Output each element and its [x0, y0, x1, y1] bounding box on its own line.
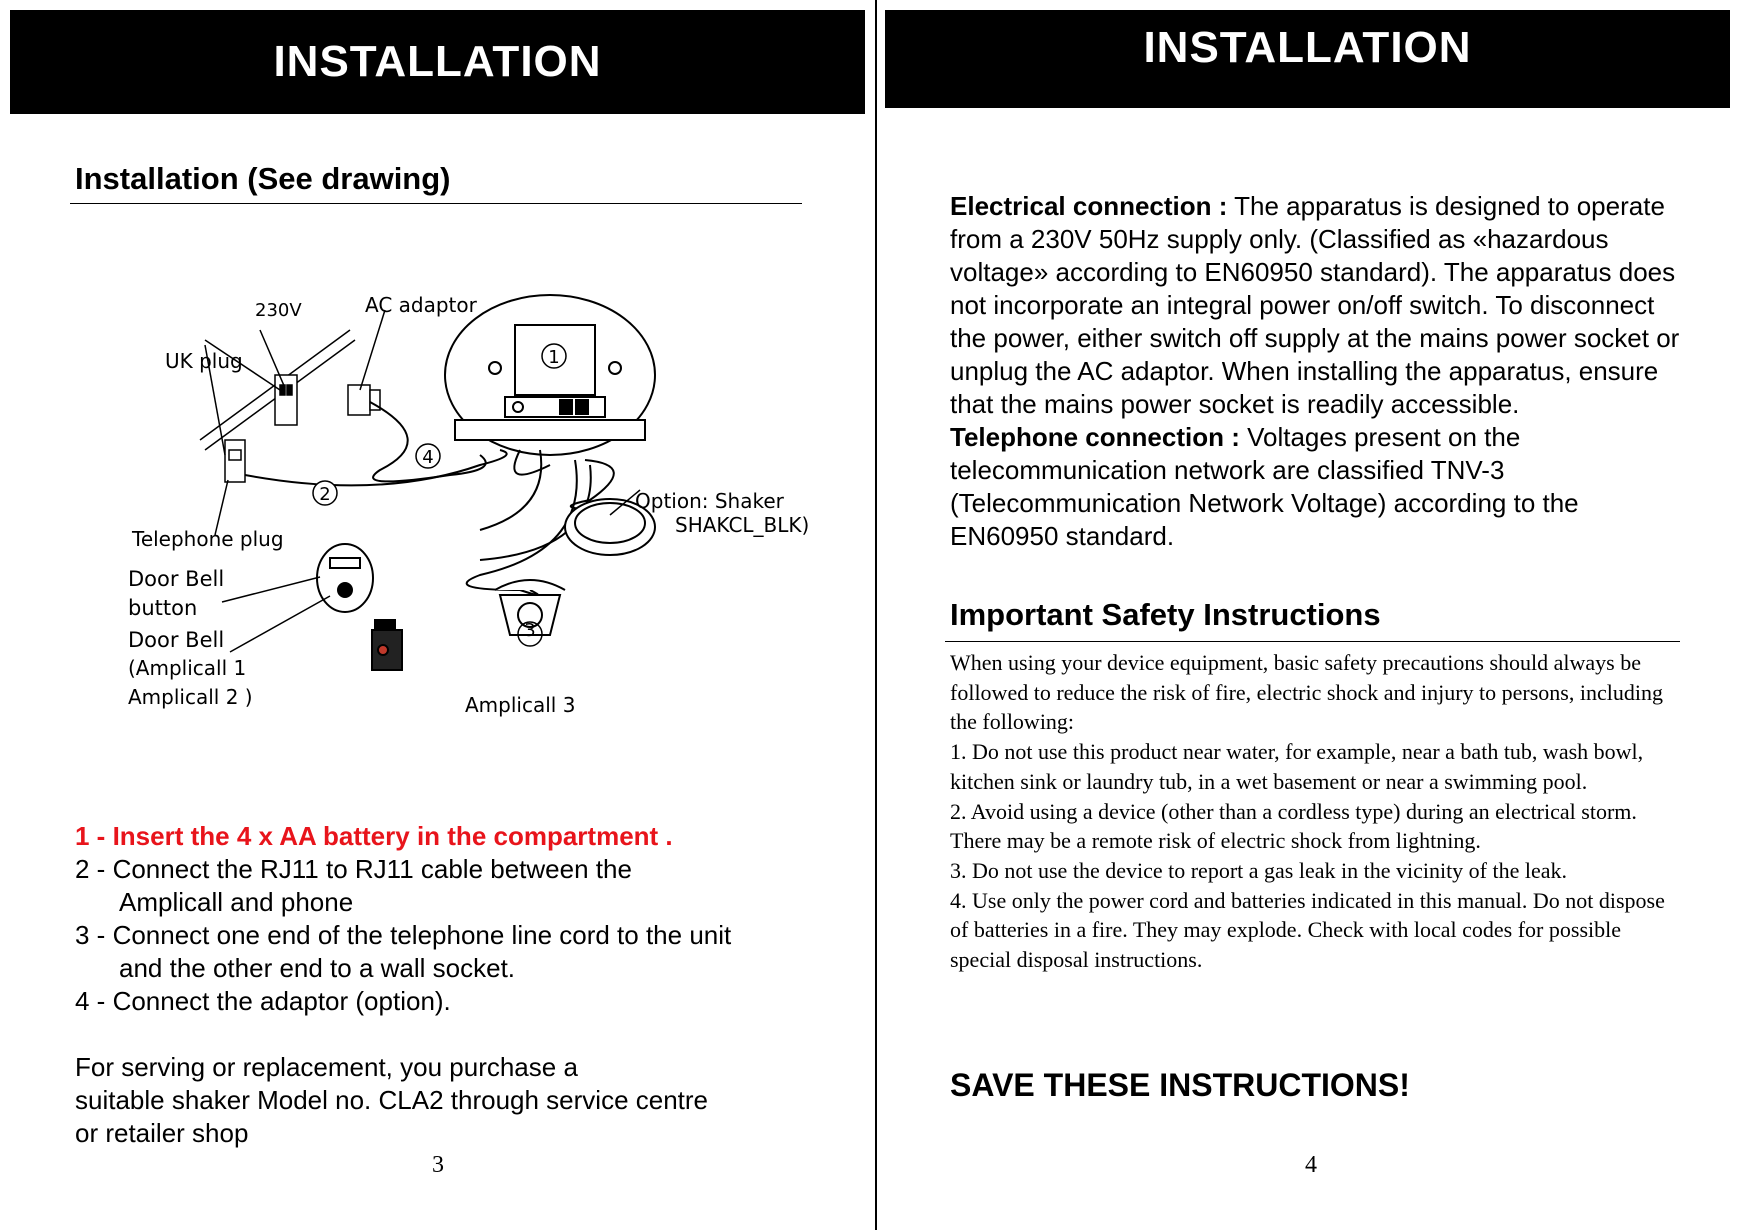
label-door-bell-button-1: Door Bell	[128, 567, 225, 591]
service-note	[75, 1051, 815, 1150]
label-uk-plug: UK plug	[165, 349, 243, 373]
label-door-bell: Door Bell	[128, 628, 225, 652]
safety-title-rule	[945, 641, 1680, 642]
label-shaker-model: SHAKCL_BLK)	[675, 513, 810, 537]
num-2: 2	[319, 484, 331, 505]
electrical-telephone-text	[950, 190, 1680, 553]
safety-item-4: 4. Use only the power cord and batteries indicated in this manual. Do not dispose of batteries in a fire. They may explode. Check with local codes for possible special disposal instructions.	[950, 887, 1665, 973]
service-line-3: or retailer shop	[75, 1118, 249, 1148]
safety-intro: When using your device equipment, basic safety precautions should always be followed to reduce the risk of fire, electric shock and injury to persons, including the following:	[950, 650, 1663, 735]
page-number-left: 3	[432, 1152, 444, 1178]
amplicall-3-drawing	[372, 620, 402, 670]
door-bell-button-drawing	[317, 544, 373, 612]
label-amplicall-1: (Amplicall 1	[128, 656, 247, 680]
safety-item-3: 3. Do not use the device to report a gas leak in the vicinity of the leak.	[950, 857, 1568, 883]
num-1: 1	[548, 347, 560, 368]
label-amplicall-2: Amplicall 2 )	[128, 685, 253, 709]
electrical-text: The apparatus is designed to operate from a 230V 50Hz supply only. (Classified as «hazardous voltage» according to EN60950 standard). The apparatus does not incorporate an integral power on/off switch. To disconnect the power, either switch off supply at the mains power socket or unplug the AC adaptor. When installing the apparatus, ensure that the mains power socket is readily accessible.	[950, 191, 1680, 419]
section-title-rule	[70, 203, 802, 204]
safety-instructions	[950, 648, 1680, 975]
num-4: 4	[422, 447, 434, 468]
safety-item-2: 2. Avoid using a device (other than a cordless type) during an electrical storm. There may be a remote risk of electric shock from lightning.	[950, 798, 1637, 854]
step-3-cont: and the other end to a wall socket.	[119, 953, 516, 983]
telephone-heading: Telephone connection :	[950, 422, 1240, 452]
telephone-text: Voltages present on the telecommunication network are classified TNV-3 (Telecommunication Network Voltage) according to the EN60950 standard.	[950, 422, 1579, 551]
amplicall-unit-drawing	[445, 295, 655, 455]
electrical-connection	[950, 190, 1680, 421]
electrical-heading: Electrical connection :	[950, 191, 1228, 221]
right-banner: INSTALLATION	[885, 10, 1730, 108]
label-option-shaker: Option: Shaker	[635, 489, 784, 513]
ac-adaptor	[348, 385, 380, 415]
step-3: 3 - Connect one end of the telephone line cord to the unit	[75, 920, 732, 950]
telephone-connection	[950, 421, 1680, 553]
label-ac-adaptor: AC adaptor	[365, 293, 477, 317]
installation-steps	[75, 820, 815, 1018]
step-2: 2 - Connect the RJ11 to RJ11 cable between the	[75, 854, 632, 884]
step-1: 1 - Insert the 4 x AA battery in the compartment .	[75, 821, 673, 851]
installation-section-title: Installation (See drawing)	[75, 161, 451, 196]
left-banner: INSTALLATION	[10, 10, 865, 114]
num-3: 3	[524, 620, 536, 641]
safety-title: Important Safety Instructions	[950, 597, 1381, 632]
page-divider	[875, 0, 877, 1230]
label-door-bell-button-2: button	[128, 596, 198, 620]
save-instructions: SAVE THESE INSTRUCTIONS!	[950, 1067, 1410, 1103]
service-line-2: suitable shaker Model no. CLA2 through service centre	[75, 1085, 709, 1115]
step-4: 4 - Connect the adaptor (option).	[75, 986, 451, 1016]
step-2-cont: Amplicall and phone	[119, 887, 354, 917]
label-230v: 230V	[255, 300, 302, 321]
safety-item-1: 1. Do not use this product near water, for example, near a bath tub, wash bowl, kitchen sink or laundry tub, in a wet basement or near a swimming pool.	[950, 739, 1644, 794]
label-amplicall-3: Amplicall 3	[465, 693, 576, 717]
installation-diagram	[120, 290, 820, 730]
telephone-socket	[225, 440, 245, 482]
label-telephone-plug: Telephone plug	[132, 527, 284, 551]
page-number-right: 4	[1305, 1152, 1317, 1178]
uk-plug-socket	[275, 375, 297, 425]
service-line-1: For serving or replacement, you purchase a	[75, 1052, 578, 1082]
